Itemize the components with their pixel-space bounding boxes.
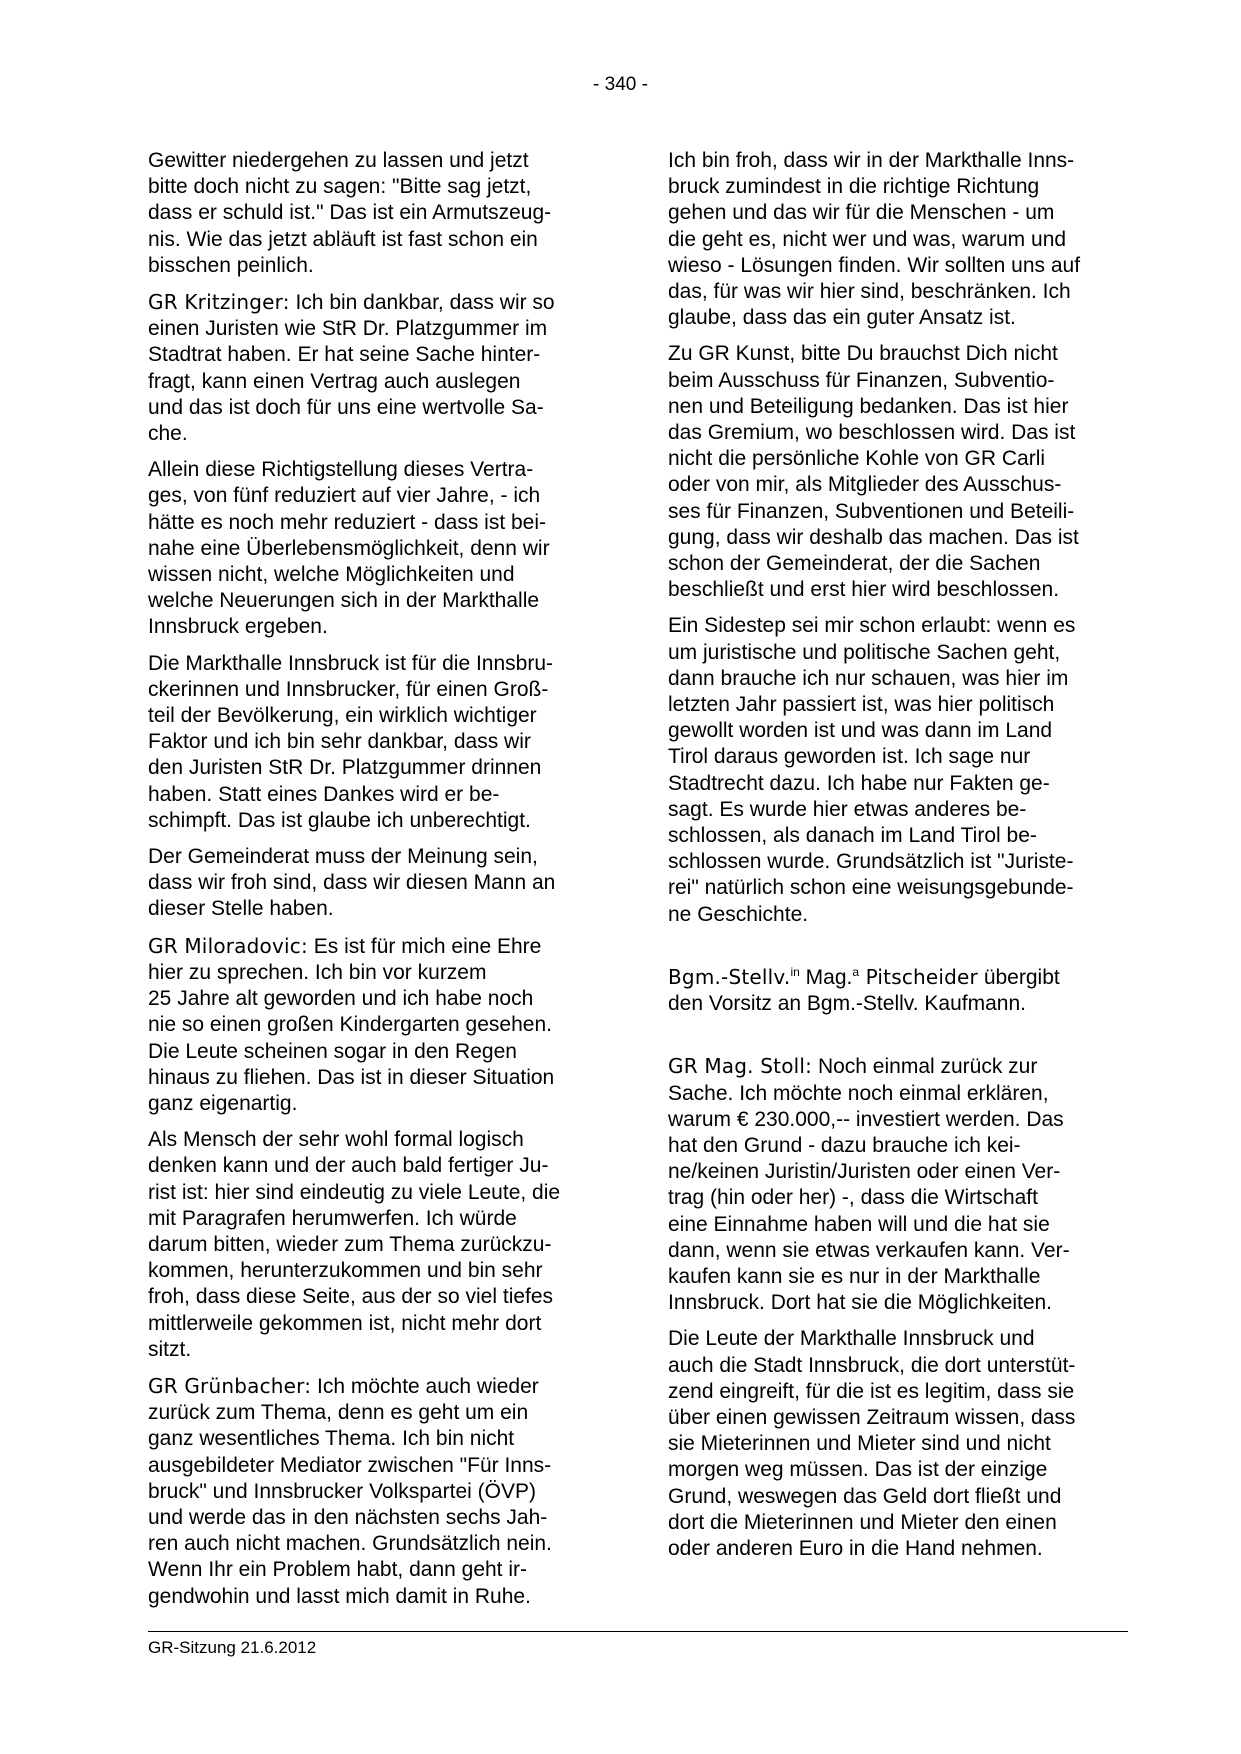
speaker-name: GR Kritzinger: bbox=[148, 290, 290, 315]
paragraph-text: den Vorsitz an Bgm.-Stellv. Kaufmann. bbox=[668, 992, 1026, 1016]
speaker-name: GR Grünbacher: bbox=[148, 1373, 312, 1398]
paragraph-text: Ich bin dankbar, dass wir so einen Juristen wie StR Dr. Platzgummer im Stadtrat haben. Er hat seine Sache hinter- fragt, kann einen Vertrag auch auslegen und das ist doch für uns eine wertvolle Sa- che. bbox=[148, 291, 555, 446]
speaker-name: Bgm.-Stellv. bbox=[668, 964, 791, 989]
paragraph bbox=[148, 933, 600, 1117]
paragraph-text: übergibt bbox=[977, 965, 1060, 989]
footer-text: GR-Sitzung 21.6.2012 bbox=[148, 1638, 317, 1657]
paragraph-text: Gewitter niedergehen zu lassen und jetzt bitte doch nicht zu sagen: "Bitte sag jetzt, dass er schuld ist." Das ist ein Armutszeug- nis. Wie das jetzt abläuft ist fast schon ein bisschen peinlich. bbox=[148, 149, 552, 277]
paragraph-text: Noch einmal zurück zur Sache. Ich möchte noch einmal erklären, warum € 230.000,-- investiert werden. Das hat den Grund - dazu brauche ich kei- ne/keinen Juristin/Juristen oder einen Ver- trag (hin oder her) -, dass die Wirtschaft eine Einnahme haben will und die hat sie dann, wenn sie etwas verkaufen kann. Ver- kaufen kann sie es nur in der Markthalle Innsbruck. Dort hat sie die Möglichkeiten. bbox=[668, 1055, 1070, 1315]
right-column bbox=[668, 148, 1128, 1572]
paragraph bbox=[668, 1053, 1128, 1316]
paragraph-text: Es ist für mich eine Ehre hier zu sprechen. Ich bin vor kurzem 25 Jahre alt geworden und ich habe noch nie so einen großen Kindergarten gesehen. Die Leute scheinen sogar in den Regen hinaus zu fliehen. Das ist in dieser Situation ganz eigenartig. bbox=[148, 934, 555, 1115]
left-column bbox=[148, 148, 600, 1620]
paragraph bbox=[148, 289, 600, 447]
speaker-title: Mag. bbox=[799, 965, 853, 989]
speaker-name: GR Miloradovic: bbox=[148, 933, 308, 958]
footer-divider bbox=[148, 1631, 1128, 1632]
paragraph bbox=[148, 148, 600, 279]
paragraph: Die Leute der Markthalle Innsbruck und auch die Stadt Innsbruck, die dort unterstüt- zend eingreift, für die ist es legitim, dass sie über einen gewissen Zeitraum wissen, dass sie Mieterinnen und Mieter sind und nicht morgen weg müssen. Das ist der einzige Grund, weswegen das Geld dort fließt und dort die Mieterinnen und Mieter den einen oder anderen Euro in die Hand nehmen. bbox=[668, 1327, 1076, 1560]
paragraph bbox=[148, 844, 600, 923]
page-number: - 340 - bbox=[593, 74, 648, 95]
paragraph-text: Allein diese Richtigstellung dieses Vertra- ges, von fünf reduziert auf vier Jahre, - ich hätte es noch mehr reduziert - dass ist bei- nahe eine Überlebensmöglichkeit, denn wir wissen nicht, welche Möglichkeiten und welche Neuerungen sich in der Markthalle Innsbruck ergeben. bbox=[148, 458, 550, 639]
paragraph bbox=[148, 1127, 600, 1363]
paragraph-text: Die Markthalle Innsbruck ist für die Innsbru- ckerinnen und Innsbrucker, für einen Groß- teil der Bevölkerung, ein wirklich wichtiger Faktor und ich bin sehr dankbar, dass wir den Juristen StR Dr. Platzgummer drinnen haben. Statt eines Dankes wird er be- schimpft. Das ist glaube ich unberechtigt. bbox=[148, 651, 553, 832]
speaker-name: GR Mag. Stoll: bbox=[668, 1054, 813, 1079]
speaker-name: Pitscheider bbox=[859, 964, 978, 989]
paragraph: Ein Sidestep sei mir schon erlaubt: wenn es um juristische und politische Sachen geht, dann brauche ich nur schauen, was hier im letzten Jahr passiert ist, was hier politisch gewollt worden ist und was dann im Land Tirol daraus geworden ist. Ich sage nur Stadtrecht dazu. Ich habe nur Fakten ge- sagt. Es wurde hier etwas anderes be- schlossen, als danach im Land Tirol be- schlossen wurde. Grundsätzlich ist "Juriste- rei" natürlich schon eine weisungsgebunde- ne Geschichte. bbox=[668, 614, 1076, 926]
paragraph-text: Der Gemeinderat muss der Meinung sein, dass wir froh sind, dass wir diesen Mann an dieser Stelle haben. bbox=[148, 845, 556, 921]
paragraph: Ich bin froh, dass wir in der Markthalle Inns- bruck zumindest in die richtige Richtung gehen und das wir für die Menschen - um die geht es, nicht wer und was, warum und wieso - Lösungen finden. Wir sollten uns auf das, für was wir hier sind, beschränken. Ich glaube, dass das ein guter Ansatz ist. bbox=[668, 149, 1081, 330]
paragraph bbox=[148, 651, 600, 834]
paragraph: Zu GR Kunst, bitte Du brauchst Dich nicht beim Ausschuss für Finanzen, Subventio- nen und Beteiligung bedanken. Das ist hier das Gremium, wo beschlossen wird. Das ist nicht die persönliche Kohle von GR Carli oder von mir, als Mitglieder des Ausschus- ses für Finanzen, Subventionen und Beteili- gung, dass wir deshalb das machen. Das ist schon der Gemeinderat, der die Sachen beschließt und erst hier wird beschlossen. bbox=[668, 342, 1079, 602]
spacer bbox=[668, 1027, 1128, 1053]
chair-handover-note bbox=[668, 964, 1128, 1017]
paragraph-text: Als Mensch der sehr wohl formal logisch denken kann und der auch bald fertiger Ju- rist ist: hier sind eindeutig zu viele Leute, die mit Paragrafen herumwerfen. Ich würde darum bitten, wieder zum Thema zurückzu- kommen, herunterzukommen und bin sehr froh, dass diese Seite, aus der so viel tiefes mittlerweile gekommen ist, nicht mehr dort sitzt. bbox=[148, 1128, 561, 1361]
paragraph bbox=[148, 1373, 600, 1610]
paragraph bbox=[148, 457, 600, 640]
superscript: in bbox=[790, 964, 800, 979]
superscript: a bbox=[852, 964, 860, 979]
spacer bbox=[668, 938, 1128, 964]
paragraph-text: Ich möchte auch wieder zurück zum Thema, denn es geht um ein ganz wesentliches Thema. Ich bin nicht ausgebildeter Mediator zwischen "Für Inns- bruck" und Innsbrucker Volkspartei (ÖVP) und werde das in den nächsten sechs Jah- ren auch nicht machen. Grundsätzlich nein. Wenn Ihr ein Problem habt, dann geht ir- gendwohin und lasst mich damit in Ruhe. bbox=[148, 1374, 552, 1608]
